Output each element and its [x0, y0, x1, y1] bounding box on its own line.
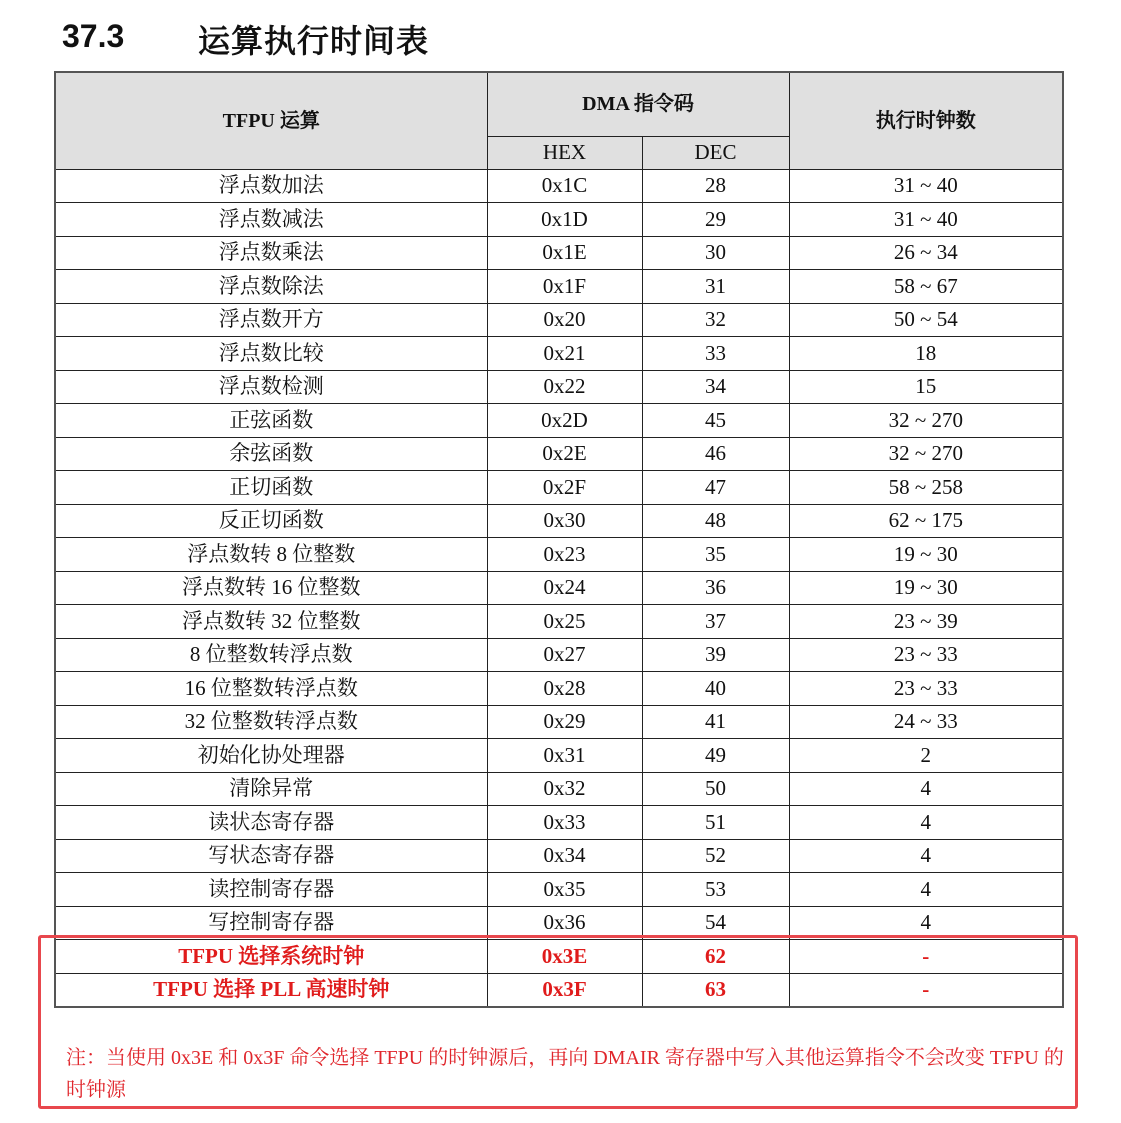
header-clocks: 执行时钟数 [789, 72, 1063, 169]
cell-hex: 0x30 [487, 504, 642, 538]
cell-clocks: 26 ~ 34 [789, 236, 1063, 270]
cell-hex: 0x27 [487, 638, 642, 672]
cell-dec: 32 [642, 303, 789, 337]
table-row [55, 437, 1063, 471]
cell-clocks: 58 ~ 67 [789, 270, 1063, 304]
cell-operation: 清除异常 [55, 772, 487, 806]
cell-hex: 0x1D [487, 203, 642, 237]
table-row [55, 638, 1063, 672]
cell-clocks: 4 [789, 839, 1063, 873]
table-row [55, 705, 1063, 739]
cell-dec: 34 [642, 370, 789, 404]
cell-hex: 0x25 [487, 605, 642, 639]
cell-dec: 51 [642, 806, 789, 840]
cell-operation: 浮点数转 8 位整数 [55, 538, 487, 572]
cell-operation: 写状态寄存器 [55, 839, 487, 873]
cell-operation: 读控制寄存器 [55, 873, 487, 907]
cell-operation: 写控制寄存器 [55, 906, 487, 940]
table-row [55, 538, 1063, 572]
cell-dec: 62 [642, 940, 789, 974]
cell-dec: 31 [642, 270, 789, 304]
cell-operation: 初始化协处理器 [55, 739, 487, 773]
table-row [55, 471, 1063, 505]
table-row [55, 404, 1063, 438]
execution-time-table [54, 71, 1064, 1008]
cell-clocks: 2 [789, 739, 1063, 773]
cell-operation: 浮点数乘法 [55, 236, 487, 270]
cell-dec: 49 [642, 739, 789, 773]
table-row [55, 303, 1063, 337]
cell-operation: 16 位整数转浮点数 [55, 672, 487, 706]
table-row [55, 739, 1063, 773]
cell-operation: 浮点数转 32 位整数 [55, 605, 487, 639]
header-dma-code: DMA 指令码 [487, 72, 789, 136]
cell-clocks: 31 ~ 40 [789, 203, 1063, 237]
cell-hex: 0x20 [487, 303, 642, 337]
header-hex: HEX [487, 136, 642, 169]
cell-hex: 0x1C [487, 169, 642, 203]
cell-clocks: 4 [789, 873, 1063, 907]
section-title: 运算执行时间表 [198, 22, 430, 60]
cell-dec: 40 [642, 672, 789, 706]
cell-dec: 33 [642, 337, 789, 371]
cell-hex: 0x2D [487, 404, 642, 438]
table-row [55, 672, 1063, 706]
cell-hex: 0x2F [487, 471, 642, 505]
cell-hex: 0x23 [487, 538, 642, 572]
cell-operation: 浮点数开方 [55, 303, 487, 337]
cell-dec: 28 [642, 169, 789, 203]
table-row [55, 504, 1063, 538]
cell-clocks: 32 ~ 270 [789, 404, 1063, 438]
cell-operation: 浮点数转 16 位整数 [55, 571, 487, 605]
cell-clocks: 62 ~ 175 [789, 504, 1063, 538]
table-row [55, 571, 1063, 605]
cell-hex: 0x34 [487, 839, 642, 873]
cell-clocks: 4 [789, 806, 1063, 840]
cell-dec: 53 [642, 873, 789, 907]
cell-clocks: 58 ~ 258 [789, 471, 1063, 505]
cell-operation: 8 位整数转浮点数 [55, 638, 487, 672]
table-row [55, 873, 1063, 907]
cell-operation: 反正切函数 [55, 504, 487, 538]
cell-dec: 46 [642, 437, 789, 471]
cell-hex: 0x36 [487, 906, 642, 940]
cell-operation: 读状态寄存器 [55, 806, 487, 840]
cell-clocks: 23 ~ 33 [789, 672, 1063, 706]
header-dec: DEC [642, 136, 789, 169]
cell-operation: TFPU 选择系统时钟 [55, 940, 487, 974]
table-row [55, 806, 1063, 840]
table-row [55, 605, 1063, 639]
cell-hex: 0x28 [487, 672, 642, 706]
cell-hex: 0x3E [487, 940, 642, 974]
cell-clocks: 18 [789, 337, 1063, 371]
cell-dec: 63 [642, 973, 789, 1007]
cell-hex: 0x32 [487, 772, 642, 806]
cell-dec: 30 [642, 236, 789, 270]
cell-hex: 0x33 [487, 806, 642, 840]
cell-hex: 0x24 [487, 571, 642, 605]
cell-hex: 0x35 [487, 873, 642, 907]
cell-dec: 52 [642, 839, 789, 873]
cell-hex: 0x1E [487, 236, 642, 270]
cell-clocks: 24 ~ 33 [789, 705, 1063, 739]
cell-clocks: 23 ~ 33 [789, 638, 1063, 672]
cell-operation: 正弦函数 [55, 404, 487, 438]
cell-dec: 41 [642, 705, 789, 739]
cell-operation: 浮点数加法 [55, 169, 487, 203]
table-row [55, 370, 1063, 404]
table-row [55, 169, 1063, 203]
cell-clocks: 15 [789, 370, 1063, 404]
cell-clocks: - [789, 940, 1063, 974]
cell-dec: 54 [642, 906, 789, 940]
cell-clocks: - [789, 973, 1063, 1007]
cell-dec: 47 [642, 471, 789, 505]
cell-operation: 32 位整数转浮点数 [55, 705, 487, 739]
cell-operation: 余弦函数 [55, 437, 487, 471]
cell-operation: 浮点数比较 [55, 337, 487, 371]
cell-dec: 37 [642, 605, 789, 639]
cell-clocks: 19 ~ 30 [789, 538, 1063, 572]
cell-hex: 0x29 [487, 705, 642, 739]
cell-dec: 45 [642, 404, 789, 438]
cell-hex: 0x2E [487, 437, 642, 471]
cell-hex: 0x1F [487, 270, 642, 304]
table-row [55, 839, 1063, 873]
cell-clocks: 50 ~ 54 [789, 303, 1063, 337]
cell-clocks: 4 [789, 772, 1063, 806]
cell-clocks: 4 [789, 906, 1063, 940]
table-row [55, 270, 1063, 304]
cell-clocks: 23 ~ 39 [789, 605, 1063, 639]
table-row [55, 203, 1063, 237]
cell-clocks: 32 ~ 270 [789, 437, 1063, 471]
note-text: 注：当使用 0x3E 和 0x3F 命令选择 TFPU 的时钟源后，再向 DMAIR 寄存器中写入其他运算指令不会改变 TFPU 的时钟源 [66, 1047, 1064, 1101]
cell-operation: 正切函数 [55, 471, 487, 505]
cell-clocks: 31 ~ 40 [789, 169, 1063, 203]
cell-hex: 0x31 [487, 739, 642, 773]
cell-operation: 浮点数除法 [55, 270, 487, 304]
table-row [55, 337, 1063, 371]
cell-dec: 35 [642, 538, 789, 572]
cell-operation: TFPU 选择 PLL 高速时钟 [55, 973, 487, 1007]
cell-operation: 浮点数检测 [55, 370, 487, 404]
cell-dec: 48 [642, 504, 789, 538]
cell-hex: 0x21 [487, 337, 642, 371]
cell-clocks: 19 ~ 30 [789, 571, 1063, 605]
cell-hex: 0x22 [487, 370, 642, 404]
cell-hex: 0x3F [487, 973, 642, 1007]
cell-operation: 浮点数减法 [55, 203, 487, 237]
cell-dec: 36 [642, 571, 789, 605]
cell-dec: 39 [642, 638, 789, 672]
table-row [55, 772, 1063, 806]
header-operation: TFPU 运算 [55, 72, 487, 169]
table-row [55, 236, 1063, 270]
cell-dec: 29 [642, 203, 789, 237]
section-number: 37.3 [62, 18, 125, 54]
cell-dec: 50 [642, 772, 789, 806]
